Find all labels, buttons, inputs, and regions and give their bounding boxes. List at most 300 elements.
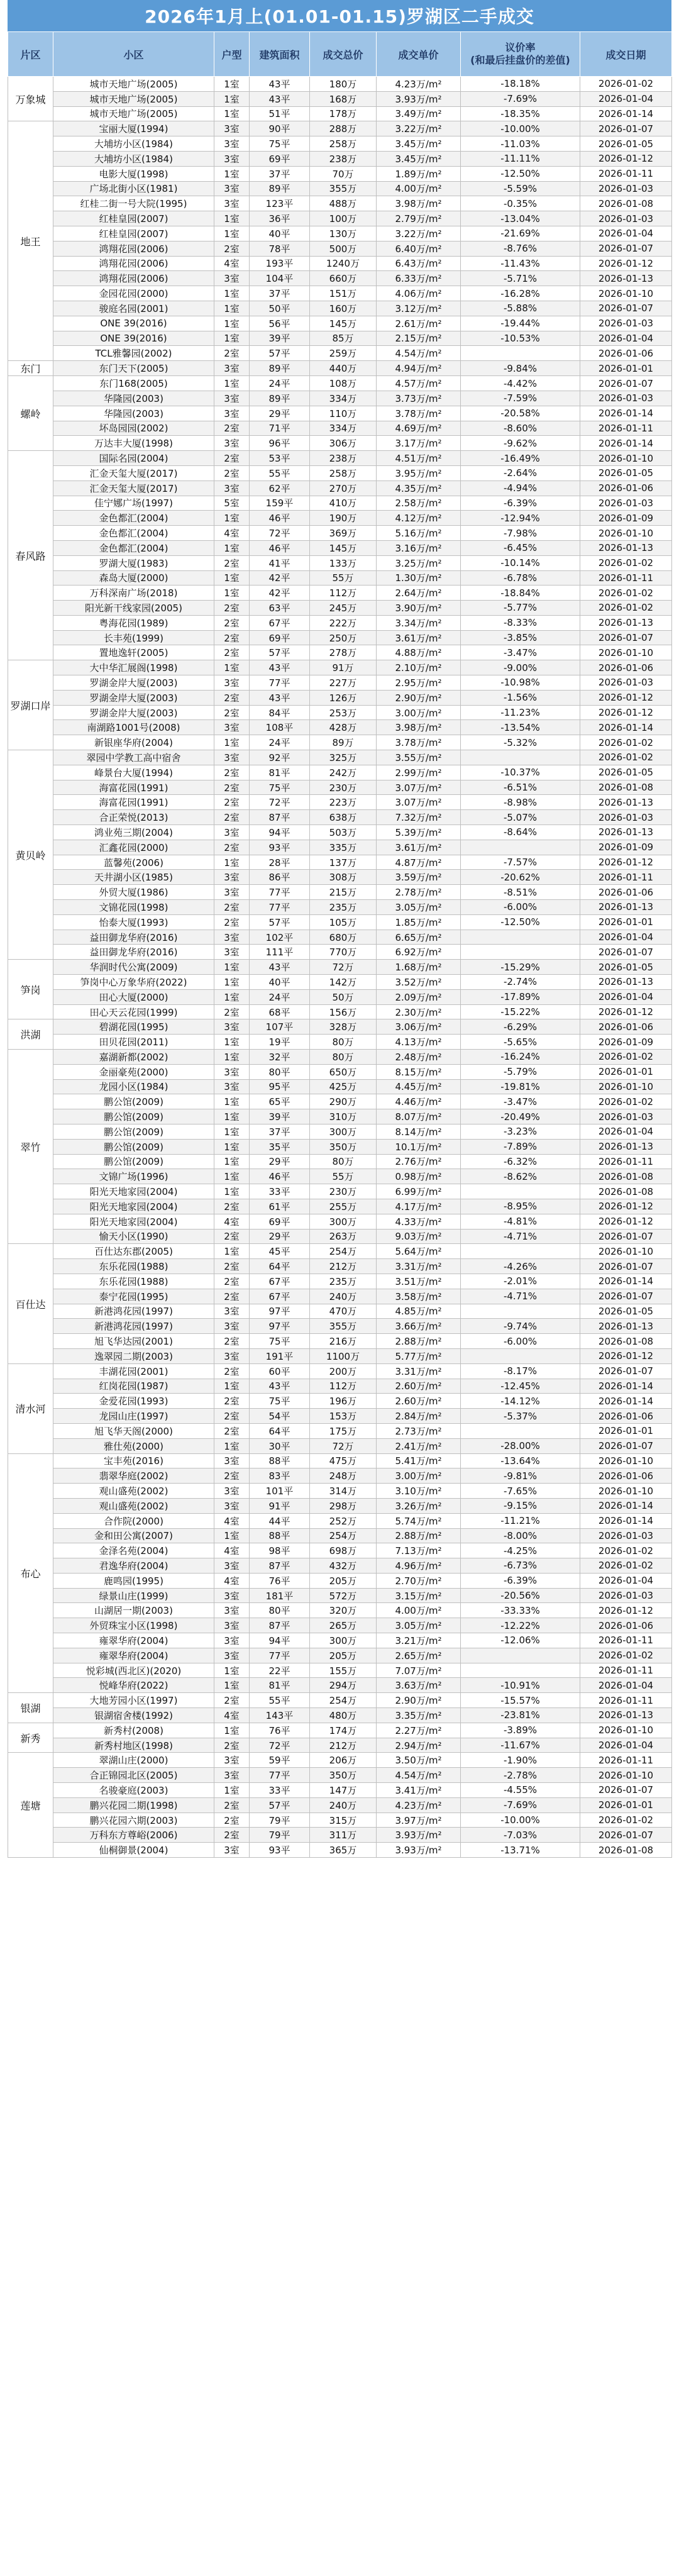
table-row xyxy=(8,1513,672,1528)
unit-price-cell: 3.07万/m² xyxy=(377,780,461,795)
layout-cell: 3室 xyxy=(214,825,250,840)
deal-date-cell: 2026-01-07 xyxy=(580,121,672,136)
layout-cell: 4室 xyxy=(214,1573,250,1588)
layout-cell: 3室 xyxy=(214,1843,250,1858)
layout-cell: 2室 xyxy=(214,795,250,810)
table-row xyxy=(8,989,672,1004)
area-cell: 43平 xyxy=(250,960,310,975)
total-price-cell: 350万 xyxy=(310,1768,377,1783)
area-cell: 37平 xyxy=(250,166,310,181)
unit-price-cell: 4.13万/m² xyxy=(377,1035,461,1050)
table-row xyxy=(8,1768,672,1783)
community-cell: 鹏公馆(2009) xyxy=(53,1109,214,1124)
bargain-rate-cell: -11.43% xyxy=(461,256,580,271)
total-price-cell: 698万 xyxy=(310,1543,377,1558)
bargain-rate-cell: -12.45% xyxy=(461,1379,580,1394)
unit-price-cell: 6.43万/m² xyxy=(377,256,461,271)
deal-date-cell: 2026-01-14 xyxy=(580,720,672,735)
area-cell: 77平 xyxy=(250,900,310,915)
bargain-rate-cell: -19.81% xyxy=(461,1079,580,1094)
layout-cell: 2室 xyxy=(214,465,250,480)
deal-date-cell: 2026-01-13 xyxy=(580,1319,672,1334)
community-cell: 阳光天地家园(2004) xyxy=(53,1184,214,1199)
unit-price-cell: 4.00万/m² xyxy=(377,1603,461,1618)
unit-price-cell: 2.60万/m² xyxy=(377,1379,461,1394)
bargain-rate-cell: -6.51% xyxy=(461,780,580,795)
unit-price-cell: 3.22万/m² xyxy=(377,121,461,136)
bargain-rate-cell: -7.69% xyxy=(461,1797,580,1813)
area-cell: 63平 xyxy=(250,601,310,616)
unit-price-cell: 8.15万/m² xyxy=(377,1064,461,1079)
bargain-rate-cell: -5.71% xyxy=(461,271,580,286)
total-price-cell: 314万 xyxy=(310,1484,377,1499)
total-price-cell: 252万 xyxy=(310,1513,377,1528)
community-cell: 合正锦园北区(2005) xyxy=(53,1768,214,1783)
layout-cell: 3室 xyxy=(214,720,250,735)
area-cell: 79平 xyxy=(250,1813,310,1828)
bargain-rate-cell: -33.33% xyxy=(461,1603,580,1618)
table-row xyxy=(8,1678,672,1693)
table-row xyxy=(8,316,672,331)
unit-price-cell: 4.23万/m² xyxy=(377,1797,461,1813)
table-row xyxy=(8,1738,672,1753)
layout-cell: 4室 xyxy=(214,526,250,541)
table-row xyxy=(8,286,672,301)
deal-date-cell: 2026-01-10 xyxy=(580,1768,672,1783)
table-row xyxy=(8,271,672,286)
community-cell: 阳光天地家园(2004) xyxy=(53,1214,214,1229)
deal-date-cell: 2026-01-14 xyxy=(580,1513,672,1528)
layout-cell: 2室 xyxy=(214,1797,250,1813)
table-row xyxy=(8,361,672,376)
table-row xyxy=(8,975,672,990)
bargain-rate-cell: -9.62% xyxy=(461,436,580,451)
area-cell: 71平 xyxy=(250,421,310,436)
deal-date-cell: 2026-01-07 xyxy=(580,376,672,391)
area-cell: 61平 xyxy=(250,1199,310,1214)
area-cell: 92平 xyxy=(250,750,310,765)
district-cell: 洪湖 xyxy=(8,1019,53,1050)
total-price-cell: 145万 xyxy=(310,540,377,555)
bargain-rate-cell: -1.56% xyxy=(461,690,580,705)
bargain-rate-cell: -15.57% xyxy=(461,1693,580,1708)
total-price-cell: 50万 xyxy=(310,989,377,1004)
total-price-cell: 440万 xyxy=(310,361,377,376)
deal-date-cell: 2026-01-07 xyxy=(580,1259,672,1274)
area-cell: 81平 xyxy=(250,765,310,780)
layout-cell: 2室 xyxy=(214,1004,250,1019)
table-row xyxy=(8,1199,672,1214)
community-cell: 鹿鸣园(1995) xyxy=(53,1573,214,1588)
unit-price-cell: 2.88万/m² xyxy=(377,1334,461,1349)
bargain-rate-cell: -3.89% xyxy=(461,1723,580,1738)
unit-price-cell: 3.00万/m² xyxy=(377,1468,461,1484)
table-row xyxy=(8,825,672,840)
total-price-cell: 105万 xyxy=(310,914,377,930)
total-price-cell: 235万 xyxy=(310,900,377,915)
unit-price-cell: 3.51万/m² xyxy=(377,1274,461,1289)
bargain-rate-cell: -4.26% xyxy=(461,1259,580,1274)
unit-price-cell: 10.1万/m² xyxy=(377,1139,461,1154)
area-cell: 45平 xyxy=(250,1244,310,1259)
layout-cell: 2室 xyxy=(214,615,250,630)
table-row xyxy=(8,1379,672,1394)
bargain-rate-cell: -6.39% xyxy=(461,496,580,511)
layout-cell: 1室 xyxy=(214,376,250,391)
table-row xyxy=(8,601,672,616)
bargain-rate-cell: -6.00% xyxy=(461,900,580,915)
total-price-cell: 240万 xyxy=(310,1797,377,1813)
community-cell: 金泽名苑(2004) xyxy=(53,1543,214,1558)
area-cell: 93平 xyxy=(250,1843,310,1858)
community-cell: 金色都汇(2004) xyxy=(53,540,214,555)
unit-price-cell: 3.05万/m² xyxy=(377,900,461,915)
deal-date-cell: 2026-01-10 xyxy=(580,526,672,541)
bargain-rate-cell: -20.62% xyxy=(461,870,580,885)
area-cell: 42平 xyxy=(250,570,310,586)
total-price-cell: 355万 xyxy=(310,1319,377,1334)
layout-cell: 4室 xyxy=(214,1543,250,1558)
deal-date-cell: 2026-01-07 xyxy=(580,1828,672,1843)
unit-price-cell: 5.16万/m² xyxy=(377,526,461,541)
layout-cell: 1室 xyxy=(214,1050,250,1065)
table-row xyxy=(8,1558,672,1574)
deal-date-cell: 2026-01-12 xyxy=(580,855,672,870)
community-cell: 鸿翔花园(2006) xyxy=(53,241,214,256)
deal-date-cell: 2026-01-11 xyxy=(580,421,672,436)
layout-cell: 1室 xyxy=(214,211,250,226)
layout-cell: 1室 xyxy=(214,570,250,586)
deal-date-cell: 2026-01-04 xyxy=(580,226,672,241)
table-row xyxy=(8,1363,672,1379)
area-cell: 67平 xyxy=(250,1289,310,1304)
deal-date-cell: 2026-01-02 xyxy=(580,1813,672,1828)
area-cell: 107平 xyxy=(250,1019,310,1035)
deal-date-cell: 2026-01-06 xyxy=(580,480,672,496)
deal-date-cell: 2026-01-13 xyxy=(580,540,672,555)
deal-date-cell: 2026-01-02 xyxy=(580,1543,672,1558)
deal-date-cell: 2026-01-08 xyxy=(580,780,672,795)
total-price-cell: 80万 xyxy=(310,1154,377,1169)
area-cell: 69平 xyxy=(250,1214,310,1229)
community-cell: 悦峰华府(2022) xyxy=(53,1678,214,1693)
table-row xyxy=(8,301,672,316)
deal-date-cell: 2026-01-05 xyxy=(580,1304,672,1319)
layout-cell: 1室 xyxy=(214,1124,250,1139)
deal-date-cell: 2026-01-12 xyxy=(580,256,672,271)
table-row xyxy=(8,645,672,660)
layout-cell: 2室 xyxy=(214,705,250,720)
layout-cell: 2室 xyxy=(214,765,250,780)
area-cell: 94平 xyxy=(250,825,310,840)
unit-price-cell: 3.00万/m² xyxy=(377,705,461,720)
bargain-rate-cell: -20.56% xyxy=(461,1588,580,1603)
table-row xyxy=(8,914,672,930)
community-cell: 金和田公寓(2007) xyxy=(53,1528,214,1543)
unit-price-cell: 4.46万/m² xyxy=(377,1094,461,1109)
deal-date-cell: 2026-01-11 xyxy=(580,870,672,885)
community-cell: 观山盛苑(2002) xyxy=(53,1498,214,1513)
bargain-rate-cell xyxy=(461,1244,580,1259)
total-price-cell: 240万 xyxy=(310,1289,377,1304)
table-row xyxy=(8,555,672,570)
table-row xyxy=(8,196,672,211)
unit-price-cell: 4.12万/m² xyxy=(377,511,461,526)
deal-date-cell: 2026-01-08 xyxy=(580,196,672,211)
unit-price-cell: 4.33万/m² xyxy=(377,1214,461,1229)
table-row xyxy=(8,810,672,825)
district-cell: 莲塘 xyxy=(8,1753,53,1858)
layout-cell: 2室 xyxy=(214,1363,250,1379)
layout-cell: 3室 xyxy=(214,870,250,885)
layout-cell: 3室 xyxy=(214,885,250,900)
unit-price-cell: 3.26万/m² xyxy=(377,1498,461,1513)
unit-price-cell: 5.64万/m² xyxy=(377,1244,461,1259)
table-row xyxy=(8,586,672,601)
table-row xyxy=(8,885,672,900)
bargain-rate-cell: -5.59% xyxy=(461,181,580,196)
community-cell: 罗湖大厦(1983) xyxy=(53,555,214,570)
table-row xyxy=(8,226,672,241)
unit-price-cell: 2.76万/m² xyxy=(377,1154,461,1169)
community-cell: 鹏公馆(2009) xyxy=(53,1154,214,1169)
bargain-rate-cell: -10.00% xyxy=(461,121,580,136)
bargain-rate-cell: -16.49% xyxy=(461,451,580,466)
area-cell: 75平 xyxy=(250,1334,310,1349)
area-cell: 60平 xyxy=(250,1363,310,1379)
table-row xyxy=(8,1603,672,1618)
area-cell: 37平 xyxy=(250,1124,310,1139)
bargain-rate-cell: -4.25% xyxy=(461,1543,580,1558)
table-row xyxy=(8,960,672,975)
community-cell: 大埔坊小区(1984) xyxy=(53,151,214,166)
table-row xyxy=(8,346,672,361)
layout-cell: 1室 xyxy=(214,1139,250,1154)
unit-price-cell: 7.13万/m² xyxy=(377,1543,461,1558)
table-row xyxy=(8,1274,672,1289)
total-price-cell: 216万 xyxy=(310,1334,377,1349)
layout-cell: 5室 xyxy=(214,496,250,511)
unit-price-cell: 2.84万/m² xyxy=(377,1409,461,1424)
area-cell: 57平 xyxy=(250,914,310,930)
community-cell: 绿景山庄(1999) xyxy=(53,1588,214,1603)
layout-cell: 2室 xyxy=(214,1229,250,1244)
area-cell: 89平 xyxy=(250,361,310,376)
unit-price-cell: 8.14万/m² xyxy=(377,1124,461,1139)
community-cell: 鸿翔花园(2006) xyxy=(53,271,214,286)
area-cell: 53平 xyxy=(250,451,310,466)
community-cell: 华润时代公寓(2009) xyxy=(53,960,214,975)
header-community: 小区 xyxy=(53,32,214,77)
bargain-rate-cell: -10.14% xyxy=(461,555,580,570)
table-row xyxy=(8,1184,672,1199)
table-row xyxy=(8,630,672,645)
bargain-rate-cell: -8.64% xyxy=(461,825,580,840)
table-row xyxy=(8,675,672,691)
unit-price-cell: 5.77万/m² xyxy=(377,1348,461,1363)
unit-price-cell: 3.90万/m² xyxy=(377,601,461,616)
layout-cell: 3室 xyxy=(214,361,250,376)
bargain-rate-cell: -8.17% xyxy=(461,1363,580,1379)
deal-date-cell: 2026-01-06 xyxy=(580,1409,672,1424)
deal-date-cell: 2026-01-07 xyxy=(580,1229,672,1244)
layout-cell: 3室 xyxy=(214,1064,250,1079)
total-price-cell: 254万 xyxy=(310,1244,377,1259)
layout-cell: 4室 xyxy=(214,1513,250,1528)
total-price-cell: 206万 xyxy=(310,1753,377,1768)
total-price-cell: 253万 xyxy=(310,705,377,720)
bargain-rate-cell xyxy=(461,1304,580,1319)
community-cell: 城市天地广场(2005) xyxy=(53,77,214,92)
deal-date-cell: 2026-01-10 xyxy=(580,1484,672,1499)
unit-price-cell: 4.06万/m² xyxy=(377,286,461,301)
layout-cell: 2室 xyxy=(214,451,250,466)
total-price-cell: 85万 xyxy=(310,331,377,346)
area-cell: 72平 xyxy=(250,795,310,810)
bargain-rate-cell: -6.39% xyxy=(461,1573,580,1588)
community-cell: 佳宁娜广场(1997) xyxy=(53,496,214,511)
layout-cell: 4室 xyxy=(214,256,250,271)
area-cell: 24平 xyxy=(250,989,310,1004)
community-cell: ONE 39(2016) xyxy=(53,331,214,346)
deal-date-cell: 2026-01-02 xyxy=(580,1050,672,1065)
table-row xyxy=(8,256,672,271)
unit-price-cell: 3.17万/m² xyxy=(377,436,461,451)
area-cell: 69平 xyxy=(250,630,310,645)
table-row xyxy=(8,1154,672,1169)
unit-price-cell: 3.66万/m² xyxy=(377,1319,461,1334)
layout-cell: 3室 xyxy=(214,391,250,406)
layout-cell: 1室 xyxy=(214,855,250,870)
bargain-rate-cell: -11.23% xyxy=(461,705,580,720)
area-cell: 80平 xyxy=(250,1603,310,1618)
total-price-cell: 300万 xyxy=(310,1214,377,1229)
table-row xyxy=(8,1348,672,1363)
deal-date-cell: 2026-01-07 xyxy=(580,945,672,960)
community-cell: 新秀村(2008) xyxy=(53,1723,214,1738)
bargain-rate-cell: -7.65% xyxy=(461,1484,580,1499)
community-cell: 金爱花园(1993) xyxy=(53,1394,214,1409)
total-price-cell: 72万 xyxy=(310,960,377,975)
unit-price-cell: 4.88万/m² xyxy=(377,645,461,660)
bargain-rate-cell: -9.81% xyxy=(461,1468,580,1484)
layout-cell: 1室 xyxy=(214,1154,250,1169)
table-row xyxy=(8,1064,672,1079)
bargain-rate-cell xyxy=(461,346,580,361)
deal-date-cell: 2026-01-13 xyxy=(580,1708,672,1723)
total-price-cell: 145万 xyxy=(310,316,377,331)
total-price-cell: 245万 xyxy=(310,601,377,616)
deal-date-cell: 2026-01-03 xyxy=(580,1528,672,1543)
community-cell: 新港鸿花园(1997) xyxy=(53,1319,214,1334)
unit-price-cell: 4.35万/m² xyxy=(377,480,461,496)
community-cell: 鹏兴花园六期(2003) xyxy=(53,1813,214,1828)
area-cell: 39平 xyxy=(250,1109,310,1124)
layout-cell: 2室 xyxy=(214,840,250,855)
layout-cell: 3室 xyxy=(214,945,250,960)
deal-date-cell: 2026-01-06 xyxy=(580,660,672,675)
bargain-rate-cell xyxy=(461,1423,580,1438)
area-cell: 84平 xyxy=(250,705,310,720)
community-cell: 城市天地广场(2005) xyxy=(53,106,214,121)
area-cell: 24平 xyxy=(250,376,310,391)
layout-cell: 2室 xyxy=(214,645,250,660)
total-price-cell: 242万 xyxy=(310,765,377,780)
district-cell: 银湖 xyxy=(8,1693,53,1723)
area-cell: 44平 xyxy=(250,1513,310,1528)
deal-date-cell: 2026-01-02 xyxy=(580,555,672,570)
area-cell: 123平 xyxy=(250,196,310,211)
deal-date-cell: 2026-01-05 xyxy=(580,765,672,780)
unit-price-cell: 2.64万/m² xyxy=(377,586,461,601)
table-row xyxy=(8,211,672,226)
community-cell: 国际名园(2004) xyxy=(53,451,214,466)
deal-date-cell: 2026-01-04 xyxy=(580,1573,672,1588)
community-cell: 嘉湖新都(2002) xyxy=(53,1050,214,1065)
bargain-rate-cell: -16.28% xyxy=(461,286,580,301)
total-price-cell: 205万 xyxy=(310,1648,377,1663)
bargain-rate-cell: -13.64% xyxy=(461,1453,580,1468)
total-price-cell: 310万 xyxy=(310,1109,377,1124)
community-cell: 龙园山庄(1997) xyxy=(53,1409,214,1424)
bargain-rate-cell: -10.00% xyxy=(461,1813,580,1828)
deal-date-cell: 2026-01-07 xyxy=(580,301,672,316)
unit-price-cell: 4.94万/m² xyxy=(377,361,461,376)
layout-cell: 1室 xyxy=(214,1528,250,1543)
table-row xyxy=(8,406,672,421)
total-price-cell: 254万 xyxy=(310,1528,377,1543)
bargain-rate-cell: -10.91% xyxy=(461,1678,580,1693)
bargain-rate-cell: -8.00% xyxy=(461,1528,580,1543)
table-row xyxy=(8,1244,672,1259)
unit-price-cell: 3.06万/m² xyxy=(377,1019,461,1035)
area-cell: 41平 xyxy=(250,555,310,570)
table-row xyxy=(8,1528,672,1543)
bargain-rate-cell: -8.95% xyxy=(461,1199,580,1214)
area-cell: 19平 xyxy=(250,1035,310,1050)
table-row xyxy=(8,1783,672,1798)
total-price-cell: 488万 xyxy=(310,196,377,211)
bargain-rate-cell: -21.69% xyxy=(461,226,580,241)
deal-date-cell: 2026-01-07 xyxy=(580,1363,672,1379)
total-price-cell: 238万 xyxy=(310,451,377,466)
table-row xyxy=(8,930,672,945)
deal-date-cell: 2026-01-10 xyxy=(580,451,672,466)
total-price-cell: 298万 xyxy=(310,1498,377,1513)
area-cell: 76平 xyxy=(250,1573,310,1588)
community-cell: 大埔坊小区(1984) xyxy=(53,136,214,152)
bargain-rate-cell: -28.00% xyxy=(461,1438,580,1453)
transactions-table xyxy=(8,31,672,1858)
unit-price-cell: 6.65万/m² xyxy=(377,930,461,945)
table-row xyxy=(8,1214,672,1229)
layout-cell: 3室 xyxy=(214,1603,250,1618)
bargain-rate-cell: -6.29% xyxy=(461,1019,580,1035)
community-cell: 益田御龙华府(2016) xyxy=(53,945,214,960)
deal-date-cell: 2026-01-13 xyxy=(580,795,672,810)
total-price-cell: 365万 xyxy=(310,1843,377,1858)
area-cell: 77平 xyxy=(250,1648,310,1663)
layout-cell: 3室 xyxy=(214,1558,250,1574)
bargain-rate-cell: -3.47% xyxy=(461,645,580,660)
district-cell: 布心 xyxy=(8,1453,53,1693)
total-price-cell: 1100万 xyxy=(310,1348,377,1363)
table-row xyxy=(8,91,672,106)
layout-cell: 3室 xyxy=(214,1319,250,1334)
layout-cell: 2室 xyxy=(214,1274,250,1289)
community-cell: TCL雅馨园(2002) xyxy=(53,346,214,361)
unit-price-cell: 9.03万/m² xyxy=(377,1229,461,1244)
